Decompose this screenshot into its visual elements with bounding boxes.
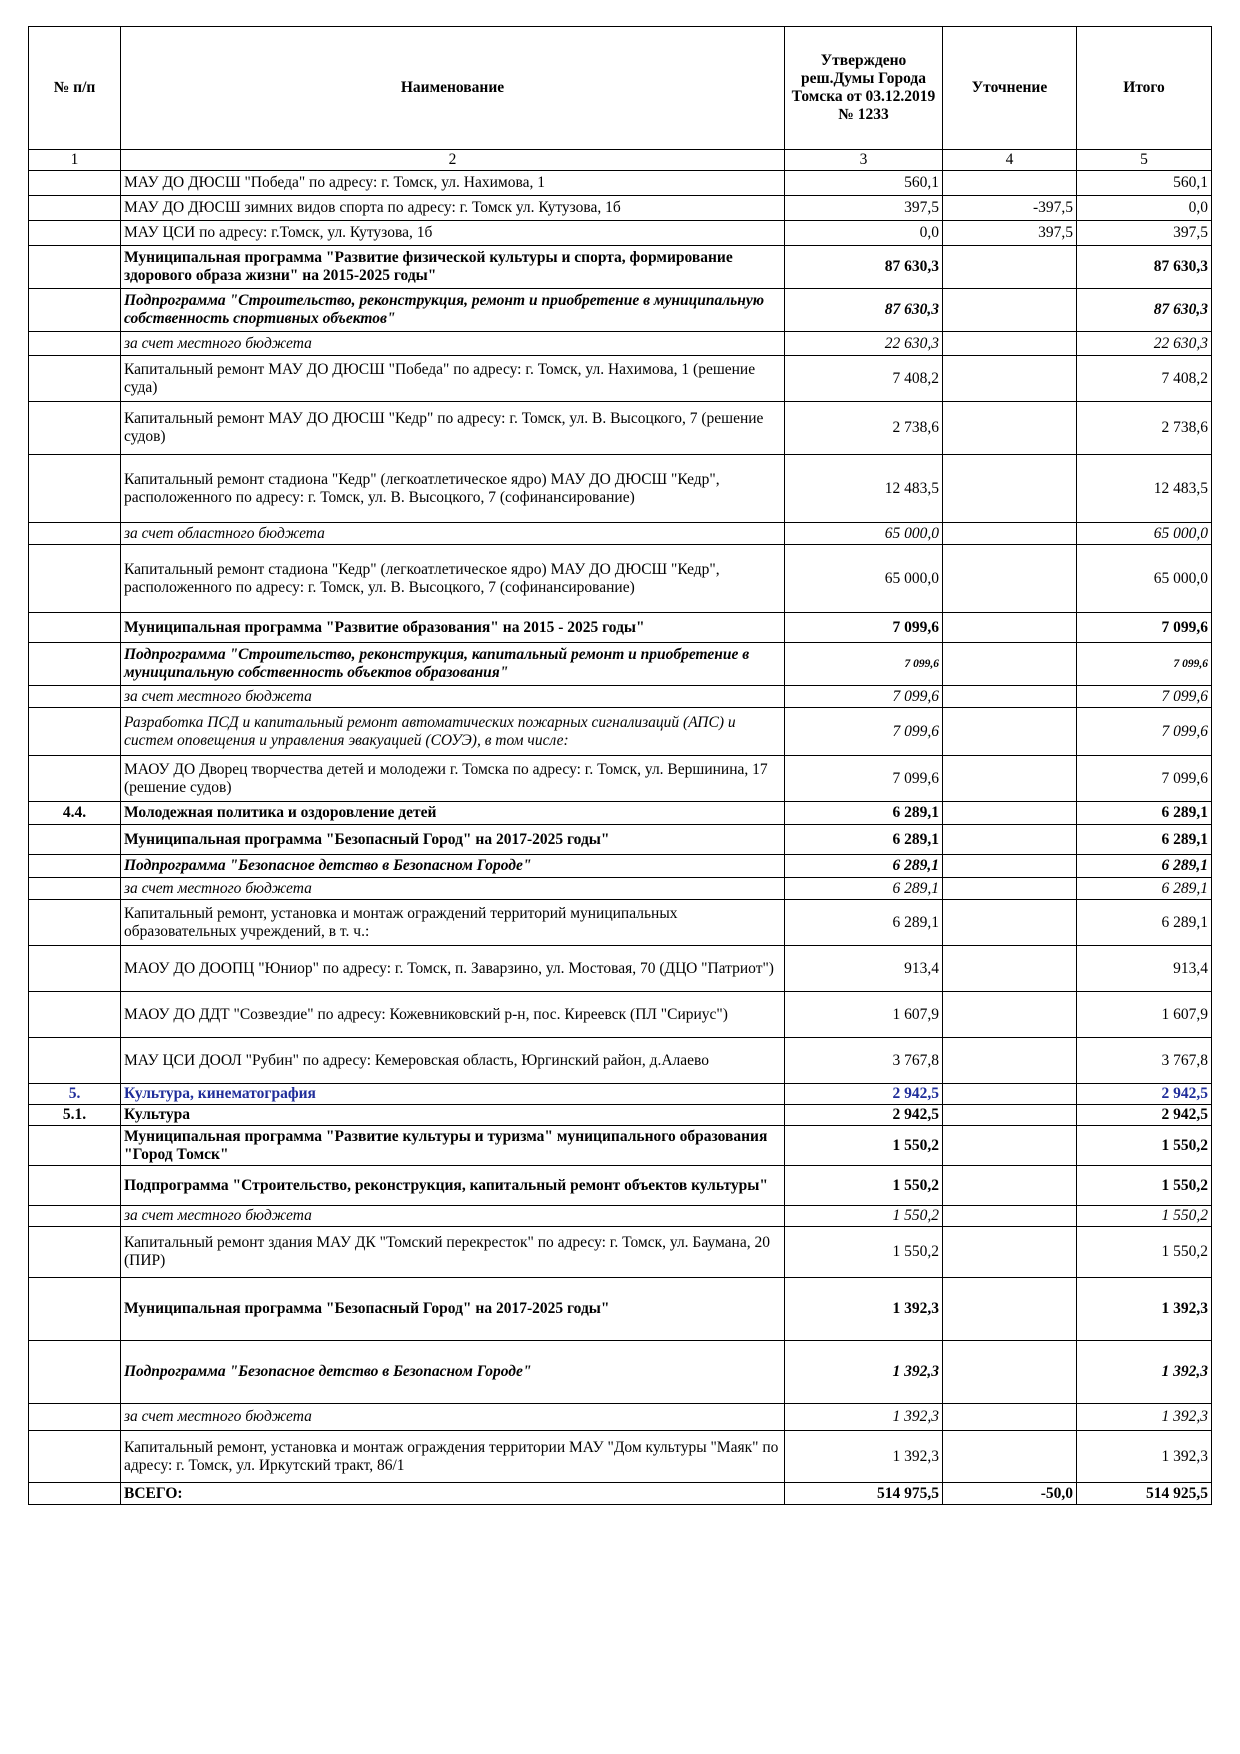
row-approved: 913,4 [785,946,943,992]
table-row [29,1084,1212,1105]
row-approved: 65 000,0 [785,523,943,545]
row-total: 6 289,1 [1077,878,1212,900]
row-total: 1 392,3 [1077,1341,1212,1404]
row-total: 7 099,6 [1077,756,1212,802]
row-approved: 22 630,3 [785,332,943,356]
row-approved: 560,1 [785,171,943,196]
row-number [29,756,121,802]
row-clarification [943,855,1077,878]
row-approved: 87 630,3 [785,289,943,332]
column-numbers-row [29,150,1212,171]
row-clarification [943,686,1077,708]
row-name: Подпрограмма "Строительство, реконструкция, капитальный ремонт объектов культуры" [121,1166,785,1206]
row-number [29,1404,121,1431]
row-number [29,686,121,708]
row-total: 3 767,8 [1077,1038,1212,1084]
row-clarification [943,1341,1077,1404]
row-clarification [943,643,1077,686]
row-total: 397,5 [1077,221,1212,246]
row-name: МАУ ЦСИ по адресу: г.Томск, ул. Кутузова, 1б [121,221,785,246]
row-number [29,1227,121,1278]
row-number [29,708,121,756]
row-name: Капитальный ремонт стадиона "Кедр" (легкоатлетическое ядро) МАУ ДО ДЮСШ "Кедр", расположенного по адресу: г. Томск, ул. В. Высоцкого, 7 (софинансирование) [121,455,785,523]
table-row [29,356,1212,402]
row-number [29,289,121,332]
table-row [29,196,1212,221]
table-row [29,246,1212,289]
row-approved: 1 392,3 [785,1404,943,1431]
row-name: за счет местного бюджета [121,878,785,900]
row-clarification [943,946,1077,992]
row-clarification [943,613,1077,643]
table-row [29,289,1212,332]
table-row [29,1404,1212,1431]
row-name: Капитальный ремонт, установка и монтаж ограждений территорий муниципальных образовательных учреждений, в т. ч.: [121,900,785,946]
header-total: Итого [1077,27,1212,150]
row-total: 2 738,6 [1077,402,1212,455]
row-total: 6 289,1 [1077,825,1212,855]
row-number [29,246,121,289]
row-number [29,1126,121,1166]
row-approved: 0,0 [785,221,943,246]
row-clarification [943,289,1077,332]
row-number [29,825,121,855]
row-approved: 7 408,2 [785,356,943,402]
row-number [29,613,121,643]
table-row [29,613,1212,643]
table-row [29,1341,1212,1404]
row-total: 1 550,2 [1077,1126,1212,1166]
table-row [29,1431,1212,1483]
table-row [29,756,1212,802]
row-clarification: 397,5 [943,221,1077,246]
row-total: 1 550,2 [1077,1166,1212,1206]
row-approved: 1 392,3 [785,1278,943,1341]
row-number: 5. [29,1084,121,1105]
row-approved: 1 392,3 [785,1341,943,1404]
row-approved: 2 942,5 [785,1105,943,1126]
table-row [29,643,1212,686]
row-clarification [943,1431,1077,1483]
table-row [29,1227,1212,1278]
row-total: 1 392,3 [1077,1431,1212,1483]
row-name: Муниципальная программа "Безопасный Город" на 2017-2025 годы" [121,1278,785,1341]
column-number: 2 [121,150,785,171]
row-name: Культура [121,1105,785,1126]
row-total: 6 289,1 [1077,900,1212,946]
row-clarification [943,402,1077,455]
table-row [29,1105,1212,1126]
row-clarification [943,900,1077,946]
row-approved: 1 550,2 [785,1206,943,1227]
row-name: Капитальный ремонт здания МАУ ДК "Томский перекресток" по адресу: г. Томск, ул. Баумана, 20 (ПИР) [121,1227,785,1278]
table-row [29,825,1212,855]
row-number: 5.1. [29,1105,121,1126]
table-row [29,686,1212,708]
column-number: 1 [29,150,121,171]
table-row [29,878,1212,900]
row-number [29,356,121,402]
row-clarification [943,1038,1077,1084]
row-name: МАОУ ДО ДООПЦ "Юниор" по адресу: г. Томск, п. Заварзино, ул. Мостовая, 70 (ДЦО "Патриот") [121,946,785,992]
row-clarification [943,1227,1077,1278]
row-number [29,900,121,946]
table-row [29,802,1212,825]
row-name: за счет местного бюджета [121,332,785,356]
row-approved: 7 099,6 [785,708,943,756]
row-total: 2 942,5 [1077,1105,1212,1126]
row-number [29,1431,121,1483]
row-name: Капитальный ремонт, установка и монтаж ограждения территории МАУ "Дом культуры "Маяк" по адресу: г. Томск, ул. Иркутский тракт, 86/1 [121,1431,785,1483]
row-total: 7 099,6 [1077,708,1212,756]
table-row [29,1126,1212,1166]
row-clarification [943,1105,1077,1126]
row-clarification [943,455,1077,523]
table-row [29,332,1212,356]
row-total: 1 550,2 [1077,1227,1212,1278]
row-approved: 1 550,2 [785,1126,943,1166]
row-clarification [943,1126,1077,1166]
table-row [29,900,1212,946]
row-name: Подпрограмма "Безопасное детство в Безопасном Городе" [121,1341,785,1404]
header-approved: Утверждено реш.Думы Города Томска от 03.12.2019 № 1233 [785,27,943,150]
header-clarification: Уточнение [943,27,1077,150]
row-approved: 7 099,6 [785,686,943,708]
row-clarification: -50,0 [943,1483,1077,1505]
row-total: 6 289,1 [1077,855,1212,878]
row-total: 12 483,5 [1077,455,1212,523]
row-approved: 6 289,1 [785,802,943,825]
row-clarification [943,523,1077,545]
row-clarification [943,1404,1077,1431]
row-approved: 7 099,6 [785,613,943,643]
row-total: 7 408,2 [1077,356,1212,402]
row-number [29,878,121,900]
row-name: Муниципальная программа "Развитие образования" на 2015 - 2025 годы" [121,613,785,643]
row-approved: 514 975,5 [785,1483,943,1505]
row-number [29,1166,121,1206]
row-clarification [943,878,1077,900]
table-row [29,402,1212,455]
table-row [29,545,1212,613]
table-row [29,1038,1212,1084]
row-approved: 6 289,1 [785,825,943,855]
row-number [29,946,121,992]
row-approved: 1 550,2 [785,1227,943,1278]
row-name: Муниципальная программа "Безопасный Город" на 2017-2025 годы" [121,825,785,855]
table-row [29,171,1212,196]
row-number [29,221,121,246]
table-row [29,1166,1212,1206]
row-approved: 2 942,5 [785,1084,943,1105]
row-total: 87 630,3 [1077,246,1212,289]
row-clarification [943,332,1077,356]
row-name: за счет местного бюджета [121,1404,785,1431]
row-approved: 2 738,6 [785,402,943,455]
row-name: Капитальный ремонт МАУ ДО ДЮСШ "Победа" по адресу: г. Томск, ул. Нахимова, 1 (решение суда) [121,356,785,402]
row-number [29,545,121,613]
row-clarification: -397,5 [943,196,1077,221]
row-number [29,643,121,686]
row-clarification [943,1278,1077,1341]
row-total: 6 289,1 [1077,802,1212,825]
row-total: 7 099,6 [1077,613,1212,643]
row-number [29,992,121,1038]
row-clarification [943,1206,1077,1227]
row-number [29,171,121,196]
column-number: 3 [785,150,943,171]
row-approved: 7 099,6 [785,643,943,686]
row-number [29,1483,121,1505]
table-row [29,992,1212,1038]
row-name: Муниципальная программа "Развитие физической культуры и спорта, формирование здорового образа жизни" на 2015-2025 годы" [121,246,785,289]
row-clarification [943,1084,1077,1105]
row-approved: 6 289,1 [785,900,943,946]
row-clarification [943,171,1077,196]
row-total: 65 000,0 [1077,523,1212,545]
row-clarification [943,246,1077,289]
row-name: Разработка ПСД и капитальный ремонт автоматических пожарных сигнализаций (АПС) и систем оповещения и управления эвакуацией (СОУЭ), в том числе: [121,708,785,756]
row-number [29,455,121,523]
row-number: 4.4. [29,802,121,825]
table-row [29,455,1212,523]
row-number [29,402,121,455]
table-row [29,221,1212,246]
row-total: 1 392,3 [1077,1278,1212,1341]
row-approved: 12 483,5 [785,455,943,523]
row-number [29,196,121,221]
table-row [29,855,1212,878]
row-number [29,855,121,878]
row-clarification [943,756,1077,802]
header-name: Наименование [121,27,785,150]
row-number [29,1278,121,1341]
row-total: 560,1 [1077,171,1212,196]
row-total: 7 099,6 [1077,686,1212,708]
row-approved: 6 289,1 [785,855,943,878]
row-name: Культура, кинематография [121,1084,785,1105]
table-row [29,946,1212,992]
row-number [29,1341,121,1404]
row-approved: 65 000,0 [785,545,943,613]
row-name: ВСЕГО: [121,1483,785,1505]
row-approved: 3 767,8 [785,1038,943,1084]
row-name: за счет местного бюджета [121,686,785,708]
row-clarification [943,825,1077,855]
row-approved: 6 289,1 [785,878,943,900]
row-total: 7 099,6 [1077,643,1212,686]
row-clarification [943,356,1077,402]
row-name: Подпрограмма "Строительство, реконструкция, капитальный ремонт и приобретение в муниципальную собственность объектов образования" [121,643,785,686]
row-name: Капитальный ремонт стадиона "Кедр" (легкоатлетическое ядро) МАУ ДО ДЮСШ "Кедр", расположенного по адресу: г. Томск, ул. В. Высоцкого, 7 (софинансирование) [121,545,785,613]
row-total: 65 000,0 [1077,545,1212,613]
row-approved: 87 630,3 [785,246,943,289]
row-name: МАУ ДО ДЮСШ зимних видов спорта по адресу: г. Томск ул. Кутузова, 1б [121,196,785,221]
row-clarification [943,802,1077,825]
table-row [29,1206,1212,1227]
row-total: 0,0 [1077,196,1212,221]
row-name: за счет местного бюджета [121,1206,785,1227]
row-total: 1 550,2 [1077,1206,1212,1227]
table-row [29,1278,1212,1341]
row-number [29,332,121,356]
row-clarification [943,545,1077,613]
row-name: МАОУ ДО Дворец творчества детей и молодежи г. Томска по адресу: г. Томск, ул. Вершинина, 17 (решение судов) [121,756,785,802]
row-name: за счет областного бюджета [121,523,785,545]
row-approved: 397,5 [785,196,943,221]
budget-table [28,26,1212,1505]
row-clarification [943,708,1077,756]
row-name: МАУ ЦСИ ДООЛ "Рубин" по адресу: Кемеровская область, Юргинский район, д.Алаево [121,1038,785,1084]
row-total: 87 630,3 [1077,289,1212,332]
row-name: МАУ ДО ДЮСШ "Победа" по адресу: г. Томск, ул. Нахимова, 1 [121,171,785,196]
row-total: 514 925,5 [1077,1483,1212,1505]
table-row [29,523,1212,545]
row-total: 1 607,9 [1077,992,1212,1038]
row-approved: 1 392,3 [785,1431,943,1483]
row-approved: 7 099,6 [785,756,943,802]
row-name: Капитальный ремонт МАУ ДО ДЮСШ "Кедр" по адресу: г. Томск, ул. В. Высоцкого, 7 (решение судов) [121,402,785,455]
table-row [29,708,1212,756]
column-number: 5 [1077,150,1212,171]
row-name: Подпрограмма "Строительство, реконструкция, ремонт и приобретение в муниципальную собственность спортивных объектов" [121,289,785,332]
header-num: № п/п [29,27,121,150]
row-clarification [943,1166,1077,1206]
row-name: МАОУ ДО ДДТ "Созвездие" по адресу: Кожевниковский р-н, пос. Киреевск (ПЛ "Сириус") [121,992,785,1038]
row-number [29,1206,121,1227]
row-clarification [943,992,1077,1038]
row-total: 1 392,3 [1077,1404,1212,1431]
row-approved: 1 550,2 [785,1166,943,1206]
row-approved: 1 607,9 [785,992,943,1038]
row-name: Подпрограмма "Безопасное детство в Безопасном Городе" [121,855,785,878]
row-total: 22 630,3 [1077,332,1212,356]
row-number [29,523,121,545]
table-row [29,1483,1212,1505]
row-name: Молодежная политика и оздоровление детей [121,802,785,825]
row-total: 2 942,5 [1077,1084,1212,1105]
column-number: 4 [943,150,1077,171]
row-number [29,1038,121,1084]
row-total: 913,4 [1077,946,1212,992]
row-name: Муниципальная программа "Развитие культуры и туризма" муниципального образования "Город Томск" [121,1126,785,1166]
